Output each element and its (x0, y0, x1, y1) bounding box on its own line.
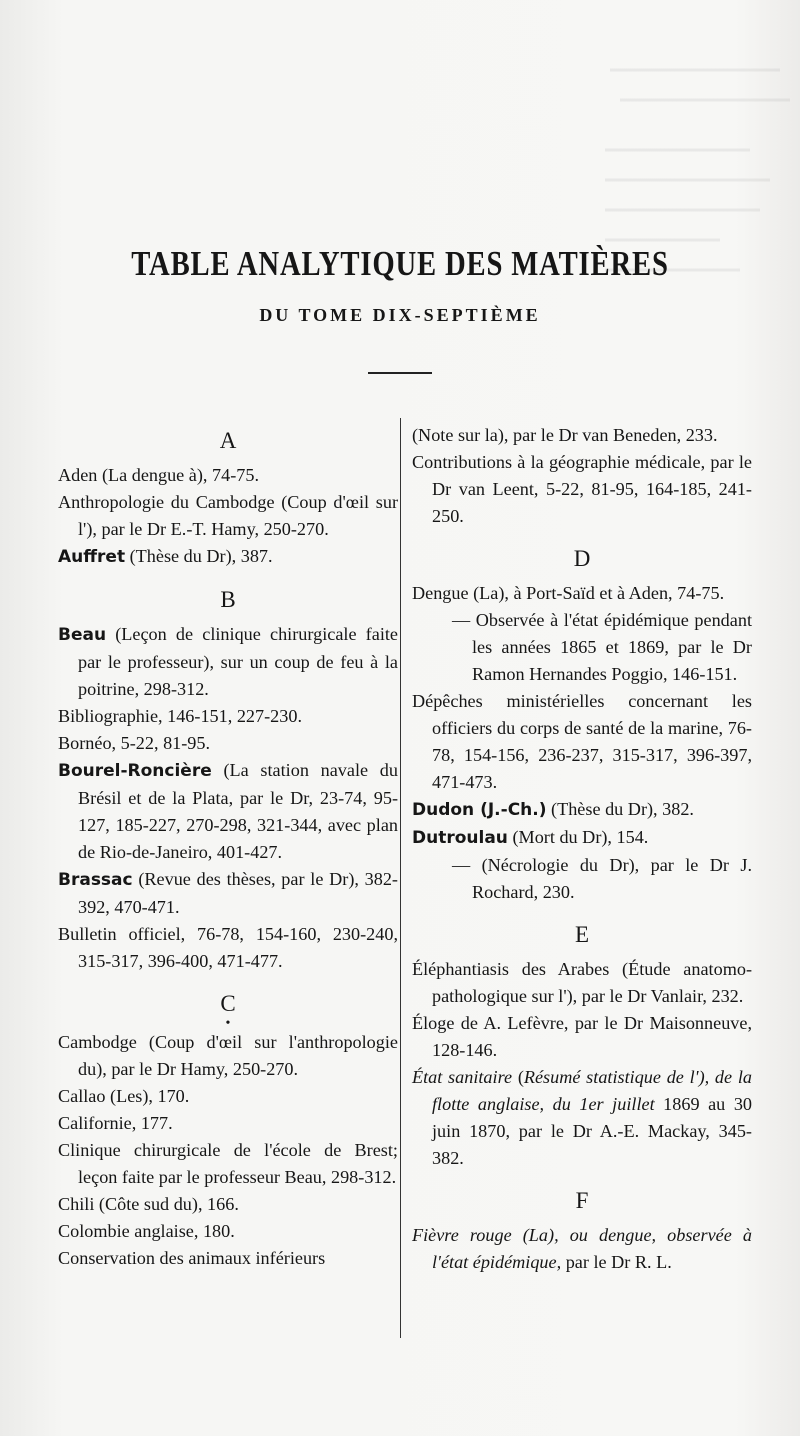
index-entry: Contributions à la géographie médicale, par le Dr van Leent, 5-22, 81-95, 164-185, 241-250. (412, 452, 752, 526)
index-entry (58, 621, 398, 703)
index-entry: Bornéo, 5-22, 81-95. (58, 733, 211, 753)
index-entry: Aden (La dengue à), 74-75. (58, 465, 259, 485)
entry-text: (Mort du Dr), 154. (507, 827, 649, 847)
index-subentry: — (Nécrologie du Dr), par le Dr J. Rochard, 230. (452, 855, 752, 902)
entry-head: Dudon (J.-Ch.) (412, 800, 547, 820)
index-entry: Clinique chirurgicale de l'école de Brest; leçon faite par le professeur Beau, 298-312. (58, 1140, 398, 1187)
index-entry: Bulletin officiel, 76-78, 154-160, 230-240, 315-317, 396-400, 471-477. (58, 924, 398, 971)
index-entry (58, 757, 398, 866)
entry-text: (Thèse du Dr), 382. (546, 799, 694, 819)
index-entry (412, 1222, 752, 1276)
index-entry (412, 796, 752, 824)
entry-italic: Résumé statistique de l'), de la flotte anglaise, du 1er juillet (432, 1067, 752, 1114)
index-entry: Colombie anglaise, 180. (58, 1221, 235, 1241)
index-subentry: — Observée à l'état épidémique pendant les années 1865 et 1869, par le Dr Ramon Hernandes Poggio, 146-151. (452, 610, 752, 684)
left-column (58, 422, 398, 1272)
index-entry: Californie, 177. (58, 1113, 173, 1133)
index-entry (412, 824, 752, 852)
page-title: TABLE ANALYTIQUE DES MATIÈRES (131, 244, 669, 283)
index-entry: Conservation des animaux inférieurs (58, 1248, 326, 1268)
index-entry: Dengue (La), à Port-Saïd et à Aden, 74-75. (412, 583, 725, 603)
index-entry: Anthropologie du Cambodge (Coup d'œil sur l'), par le Dr E.-T. Hamy, 250-270. (58, 492, 398, 539)
index-entry: (Note sur la), par le Dr van Beneden, 233. (412, 425, 718, 445)
entry-head: Bourel-Roncière (58, 761, 212, 781)
index-entry: Callao (Les), 170. (58, 1086, 190, 1106)
index-entry: Dépêches ministérielles concernant les officiers du corps de santé de la marine, 76-78, 154-156, 236-237, 315-317, 396-397, 471-473. (412, 691, 752, 792)
entry-text: (Revue des thèses, par le Dr), 382-392, 470-471. (78, 869, 398, 917)
entry-text: 1869 au 30 juin 1870, par le Dr A.-E. Mackay, 345-382. (432, 1094, 753, 1168)
bleed-through-text (600, 40, 800, 340)
right-column (412, 422, 752, 1276)
section-letter-f: F (575, 1188, 589, 1213)
index-entry: Cambodge (Coup d'œil sur l'anthropologie du), par le Dr Hamy, 250-270. (58, 1032, 398, 1079)
index-entry (412, 1064, 752, 1172)
section-letter-c: C (220, 991, 236, 1016)
entry-text: (Leçon de clinique chirurgicale faite par le professeur), sur un coup de feu à la poitrine, 298-312. (78, 624, 398, 699)
index-entry: Chili (Côte sud du), 166. (58, 1194, 239, 1214)
index-entry (58, 543, 398, 571)
entry-italic: Fièvre rouge (La), ou dengue, observée à l'état épidémique, (412, 1225, 752, 1272)
entry-head: Dutroulau (412, 828, 508, 848)
page-subtitle: DU TOME DIX-SEPTIÈME (259, 305, 541, 325)
entry-head: Brassac (58, 870, 133, 890)
section-letter-b: B (220, 587, 236, 612)
section-letter-e: E (574, 922, 590, 947)
entry-italic: État sanitaire (412, 1067, 513, 1087)
column-divider (400, 418, 401, 1338)
index-entry: Éloge de A. Lefèvre, par le Dr Maisonneuve, 128-146. (412, 1013, 752, 1060)
section-letter-a: A (219, 428, 237, 453)
entry-text: (Thèse du Dr), 387. (125, 546, 273, 566)
index-entry (58, 866, 398, 921)
section-letter-d: D (573, 546, 591, 571)
index-entry: Éléphantiasis des Arabes (Étude anatomo-pathologique sur l'), par le Dr Vanlair, 232. (412, 959, 752, 1006)
entry-text: ( (512, 1067, 524, 1087)
entry-head: Auffret (58, 547, 126, 567)
bullet-mark: • (225, 1016, 231, 1031)
entry-head: Beau (58, 625, 107, 645)
index-entry: Bibliographie, 146-151, 227-230. (58, 706, 302, 726)
title-divider (368, 372, 432, 374)
entry-text: par le Dr R. L. (561, 1252, 672, 1272)
entry-text: (La station navale du Brésil et de la Plata, par le Dr, 23-74, 95-127, 185-227, 270-298, 321-344, avec plan de Rio-de-Janeiro, 401-427. (78, 760, 398, 862)
